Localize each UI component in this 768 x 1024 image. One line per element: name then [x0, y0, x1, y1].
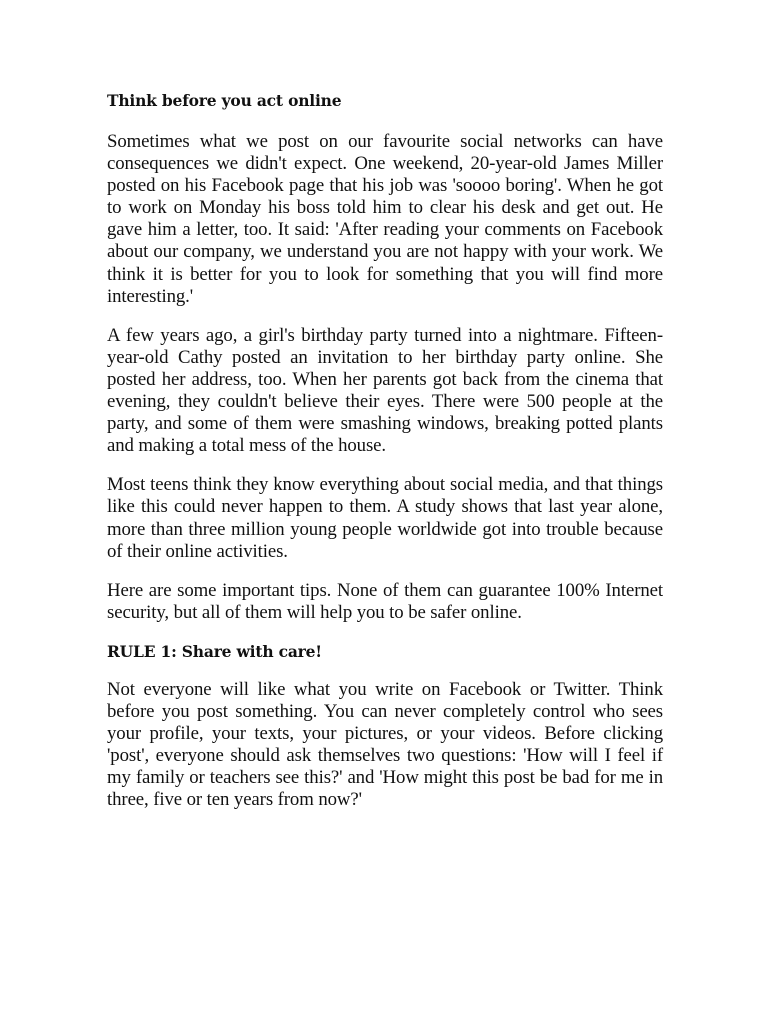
paragraph-james-miller: Sometimes what we post on our favourite social networks can have consequences we didn't expect. One weekend, 20-year-old James Miller posted on his Facebook page that his job was 'soooo boring'. When he got to work on Monday his boss told him to clear his desk and get out. He gave him a letter, too. It said: 'After reading your comments on Facebook about our company, we understand you are not happy with your work. We think it is better for you to look for something that you will find more interesting.' — [107, 131, 663, 307]
paragraph-cathy-party: A few years ago, a girl's birthday party turned into a nightmare. Fifteen-year-old Cathy posted an invitation to her birthday party online. She posted her address, too. When her parents got back from the cinema that evening, they couldn't believe their eyes. There were 500 people at the party, and some of them were smashing windows, breaking potted plants and making a total mess of the house. — [107, 324, 663, 457]
rule-1-heading: RULE 1: Share with care! — [107, 641, 322, 661]
document-page — [107, 90, 663, 828]
document-title: Think before you act online — [107, 91, 342, 110]
paragraph-teens-study: Most teens think they know everything about social media, and that things like this could never happen to them. A study shows that last year alone, more than three million young people worldwide got into trouble because of their online activities. — [107, 474, 663, 562]
rule-1-paragraph: Not everyone will like what you write on Facebook or Twitter. Think before you post something. You can never completely control who sees your profile, your texts, your pictures, or your videos. Before clicking 'post', everyone should ask themselves two questions: 'How will I feel if my family or teachers see this?' and 'How might this post be bad for me in three, five or ten years from now?' — [107, 678, 663, 811]
paragraph-tips-intro: Here are some important tips. None of them can guarantee 100% Internet security, but all of them will help you to be safer online. — [107, 579, 663, 623]
